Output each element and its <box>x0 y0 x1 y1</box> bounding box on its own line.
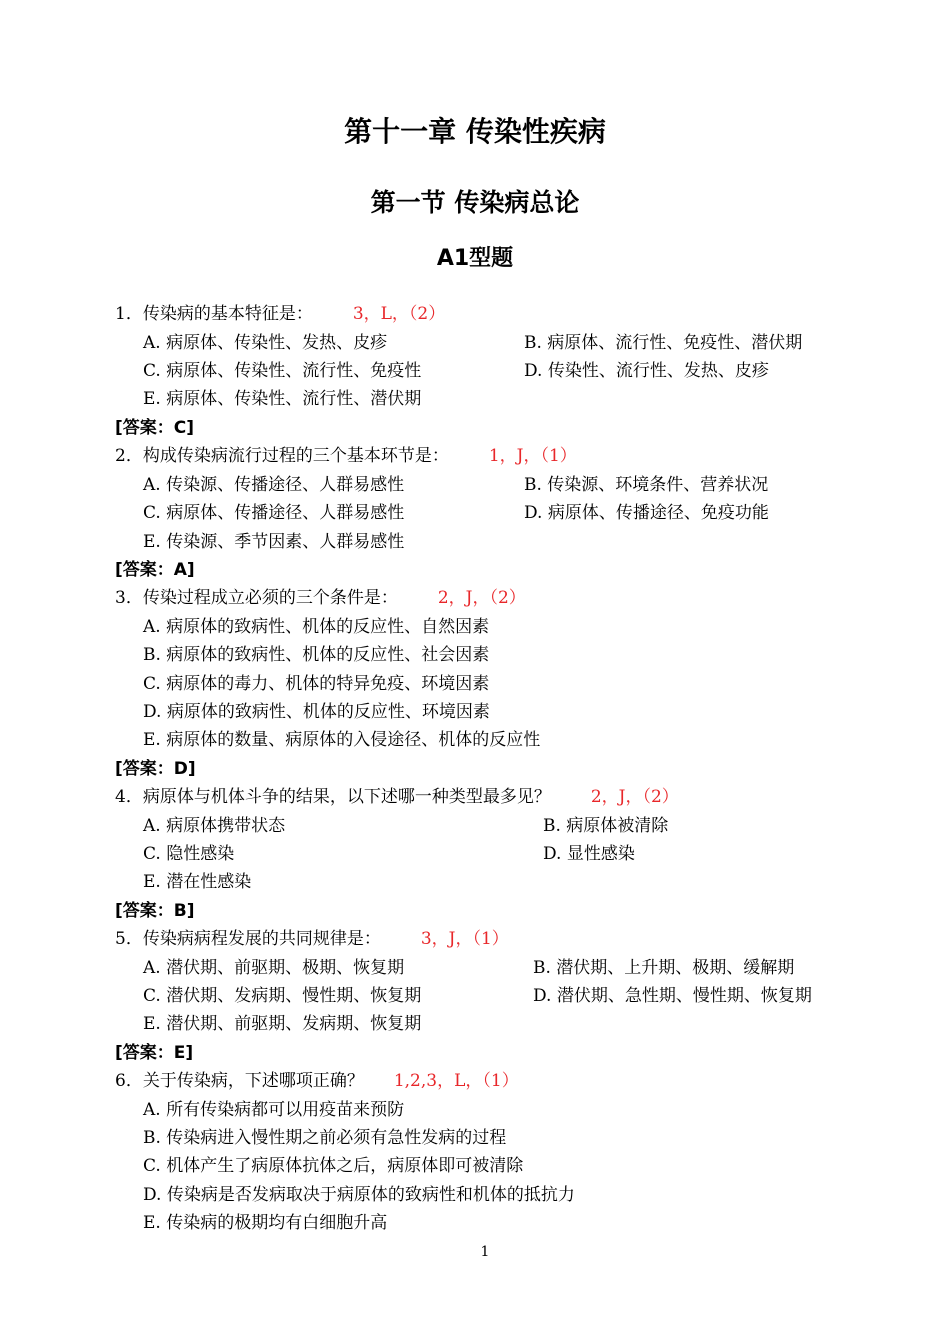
option-e: E. 潜在性感染 <box>143 872 252 892</box>
option-c: C. 机体产生了病原体抗体之后，病原体即可被清除 <box>143 1156 524 1176</box>
option-a: A. 病原体携带状态 <box>143 816 286 836</box>
question-text: 3．传染过程成立必须的三个条件是： <box>115 588 398 608</box>
question-stem <box>115 444 577 468</box>
option-b: B. 传染病进入慢性期之前必须有急性发病的过程 <box>143 1128 507 1148</box>
option-d: D. 病原体的致病性、机体的反应性、环境因素 <box>143 702 490 722</box>
question-tag: 3，L，（2） <box>352 304 446 324</box>
option-c: C. 病原体、传染性、流行性、免疫性 <box>143 361 422 381</box>
answer-label: [答案：D] <box>115 759 196 779</box>
option-a: A. 所有传染病都可以用疫苗来预防 <box>143 1100 405 1120</box>
question-tag: 1,2,3，L，（1） <box>393 1071 519 1091</box>
option-b: B. 病原体、流行性、免疫性、潜伏期 <box>524 333 803 353</box>
option-e: E. 传染源、季节因素、人群易感性 <box>143 532 405 552</box>
question-stem <box>115 586 526 610</box>
question-text: 4．病原体与机体斗争的结果，以下述哪一种类型最多见？ <box>115 787 551 807</box>
option-e: E. 传染病的极期均有白细胞升高 <box>143 1213 388 1233</box>
option-d: D. 潜伏期、急性期、慢性期、恢复期 <box>533 986 812 1006</box>
option-a: A. 潜伏期、前驱期、极期、恢复期 <box>143 958 405 978</box>
question-type-heading: A1型题 <box>436 246 514 271</box>
option-a: A. 病原体的致病性、机体的反应性、自然因素 <box>143 617 490 637</box>
question-tag: 2，J，（2） <box>590 787 679 807</box>
question-text: 5．传染病病程发展的共同规律是： <box>115 929 381 949</box>
question-stem <box>115 927 509 951</box>
answer-label: [答案：E] <box>115 1043 194 1063</box>
answer-label: [答案：B] <box>115 901 195 921</box>
option-a: A. 传染源、传播途径、人群易感性 <box>143 475 405 495</box>
option-b: B. 传染源、环境条件、营养状况 <box>524 475 769 495</box>
option-c: C. 病原体、传播途径、人群易感性 <box>143 503 405 523</box>
option-a: A. 病原体、传染性、发热、皮疹 <box>143 333 388 353</box>
chapter-title: 第十一章 传染性疾病 <box>344 115 606 148</box>
question-tag: 1，J，（1） <box>488 446 577 466</box>
option-c: C. 病原体的毒力、机体的特异免疫、环境因素 <box>143 674 490 694</box>
section-title: 第一节 传染病总论 <box>370 188 580 217</box>
option-e: E. 病原体的数量、病原体的入侵途径、机体的反应性 <box>143 730 541 750</box>
option-e: E. 潜伏期、前驱期、发病期、恢复期 <box>143 1014 422 1034</box>
option-e: E. 病原体、传染性、流行性、潜伏期 <box>143 389 422 409</box>
answer-label: [答案：A] <box>115 560 195 580</box>
page-number: 1 <box>480 1244 490 1260</box>
option-b: B. 病原体被清除 <box>543 816 669 836</box>
question-stem <box>115 785 679 809</box>
question-stem <box>115 302 445 326</box>
question-text: 1．传染病的基本特征是： <box>115 304 313 324</box>
option-d: D. 传染性、流行性、发热、皮疹 <box>524 361 769 381</box>
option-b: B. 潜伏期、上升期、极期、缓解期 <box>533 958 795 978</box>
option-c: C. 潜伏期、发病期、慢性期、恢复期 <box>143 986 422 1006</box>
answer-label: [答案：C] <box>115 418 195 438</box>
question-text: 2．构成传染病流行过程的三个基本环节是： <box>115 446 449 466</box>
option-d: D. 传染病是否发病取决于病原体的致病性和机体的抵抗力 <box>143 1185 575 1205</box>
question-text: 6．关于传染病，下述哪项正确？ <box>115 1071 364 1091</box>
question-stem <box>115 1069 519 1093</box>
question-tag: 2，J，（2） <box>437 588 526 608</box>
option-c: C. 隐性感染 <box>143 844 235 864</box>
question-tag: 3，J，（1） <box>420 929 509 949</box>
option-d: D. 病原体、传播途径、免疫功能 <box>524 503 769 523</box>
option-b: B. 病原体的致病性、机体的反应性、社会因素 <box>143 645 490 665</box>
option-d: D. 显性感染 <box>543 844 635 864</box>
